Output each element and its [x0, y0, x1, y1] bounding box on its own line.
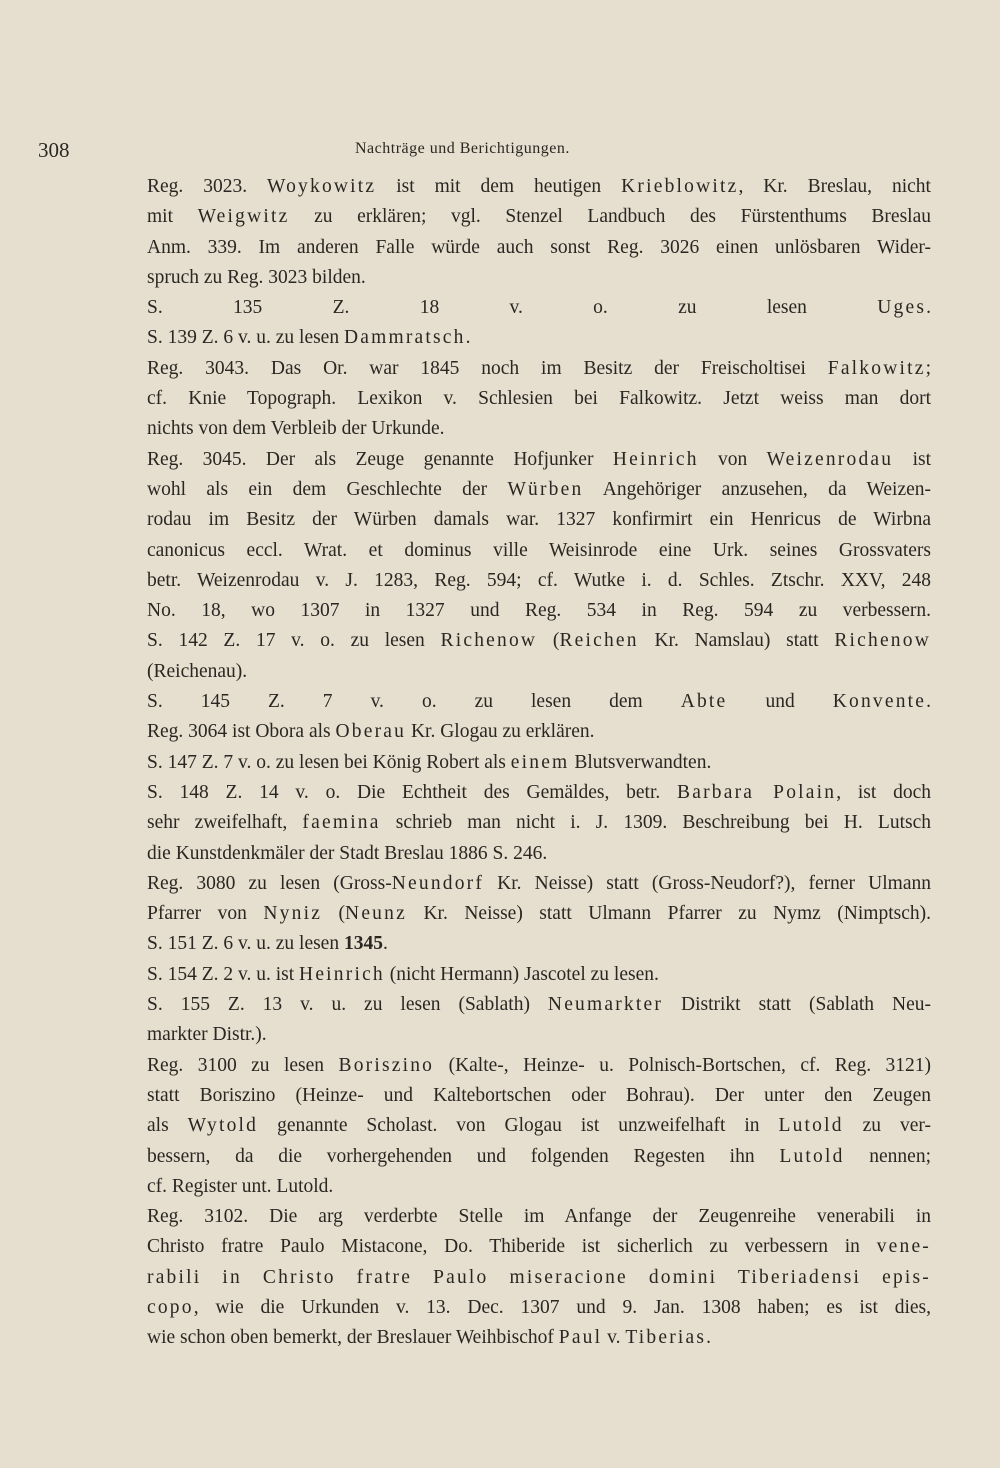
text-run: (Reichenau). [147, 660, 248, 682]
text-run: zu erklären; vgl. Stenzel Landbuch des Fürstenthums Breslau [289, 206, 931, 228]
text-run: S. 139 Z. 6 v. u. zu lesen [147, 327, 344, 349]
text-run: genannte Scholast. von Glogau ist unzweifelhaft in [258, 1115, 779, 1137]
text-run: Reg. 3043. Das Or. war 1845 noch im Besitz der Freischoltisei [147, 357, 828, 379]
text-line [147, 626, 931, 656]
text-run: , wie die Urkunden v. 13. Dec. 1307 und 9. Jan. 1308 haben; es ist dies, [193, 1296, 931, 1318]
text-run: Anm. 339. Im anderen Falle würde auch sonst Reg. 3026 einen unlösbaren Wider- [147, 236, 931, 258]
spaced-name: Lutold [778, 1115, 844, 1137]
text-run: , Kr. Breslau, nicht [738, 176, 931, 197]
text-run: sehr zweifelhaft, [147, 812, 303, 834]
text-run: S. 135 Z. 18 v. o. zu lesen [147, 297, 878, 319]
spaced-name: Paul [558, 1327, 603, 1349]
text-line [147, 172, 931, 202]
text-run: , ist doch [836, 781, 931, 803]
text-line [147, 536, 931, 566]
spaced-name: Dammratsch [343, 327, 466, 349]
text-run: Kr. Neisse) statt (Gross-Neudorf?), ferner Ulmann [484, 872, 931, 894]
spaced-name: Boriszino [338, 1054, 435, 1076]
spaced-name: faemina [302, 812, 381, 834]
text-run: Pfarrer von [147, 903, 264, 925]
spaced-name: Woykowitz [267, 176, 377, 197]
spaced-name: Neunz [345, 903, 407, 925]
text-run: ; [925, 357, 931, 379]
text-run: ( [537, 630, 560, 652]
spaced-name: Richenow [440, 630, 538, 652]
text-run: statt Boriszino (Heinze- und Kaltebortschen oder Bohrau). Der unter den Zeugen [147, 1084, 931, 1106]
text-run: rodau im Besitz der Würben damals war. 1327 konfirmirt ein Henricus de Wirbna [147, 509, 931, 531]
text-line [147, 1232, 931, 1262]
text-line [147, 1202, 931, 1232]
spaced-name: Neundorf [391, 872, 485, 894]
text-line [147, 263, 931, 293]
text-run: Angehöriger anzusehen, da Weizen- [583, 478, 931, 500]
text-run: betr. Weizenrodau v. J. 1283, Reg. 594; cf. Wutke i. d. Schles. Ztschr. XXV, 248 [147, 569, 931, 591]
text-run: No. 18, wo 1307 in 1327 und Reg. 534 in Reg. 594 zu verbessern. [147, 600, 931, 622]
text-run: canonicus eccl. Wrat. et dominus ville Weisinrode eine Urk. seines Grossvaters [147, 539, 931, 561]
spaced-name: Konvente [832, 691, 927, 713]
text-run: Reg. 3102. Die arg verderbte Stelle im Anfange der Zeugenreihe venerabili in [147, 1206, 931, 1228]
text-line [147, 778, 931, 808]
text-run: nichts von dem Verbleib der Urkunde. [147, 418, 445, 440]
text-run: . [926, 297, 931, 319]
text-run: Reg. 3045. Der als Zeuge genannte Hofjunker [147, 448, 613, 470]
text-run: S. 148 Z. 14 v. o. Die Echtheit des Gemäldes, betr. [147, 781, 678, 803]
text-line [147, 960, 931, 990]
text-run: . [382, 933, 388, 955]
text-line [147, 929, 931, 959]
text-run: zu ver- [843, 1115, 931, 1137]
spaced-name: copo [147, 1296, 194, 1318]
text-line [147, 1081, 931, 1111]
text-run: bessern, da die vorhergehenden und folgenden Regesten ihn [147, 1145, 780, 1167]
spaced-name: Weizenrodau [766, 448, 894, 470]
text-line [147, 233, 931, 263]
text-run: (Kalte-, Heinze- u. Polnisch-Bortschen, cf. Reg. 3121) [434, 1054, 932, 1076]
text-run: wie schon oben bemerkt, der Breslauer Weihbischof [147, 1327, 559, 1349]
text-run: Christo fratre Paulo Mistacone, Do. Thiberide ist sicherlich zu verbessern in [147, 1236, 877, 1258]
text-run: Kr. Neisse) statt Ulmann Pfarrer zu Nymz (Nimptsch). [406, 903, 931, 925]
text-line [147, 596, 931, 626]
spaced-name: Abte [680, 691, 728, 713]
text-run: nennen; [844, 1145, 931, 1167]
text-run: von [698, 448, 767, 470]
text-run: . [465, 327, 471, 349]
text-run: ist [893, 448, 931, 470]
main-text [147, 172, 931, 1354]
text-line [147, 1293, 931, 1323]
text-run: S. 145 Z. 7 v. o. zu lesen dem [147, 691, 681, 713]
text-line [147, 1323, 931, 1353]
text-run: S. 151 Z. 6 v. u. zu lesen [147, 933, 344, 955]
text-run: ( [322, 903, 346, 925]
text-line [147, 1172, 931, 1202]
spaced-name: Krieblowitz [621, 176, 739, 197]
spaced-name: Neumarkter [547, 994, 664, 1016]
text-run: cf. Knie Topograph. Lexikon v. Schlesien bei Falkowitz. Jetzt weiss man dort [147, 388, 931, 410]
text-run: . [926, 691, 932, 713]
text-run: Distrikt statt (Sablath Neu- [663, 994, 931, 1016]
text-run: markter Distr.). [147, 1024, 267, 1046]
spaced-name: Heinrich [612, 448, 699, 470]
text-run: schrieb man nicht i. J. 1309. Beschreibung bei H. Lutsch [380, 812, 931, 834]
text-run: cf. Register unt. Lutold. [147, 1175, 334, 1197]
text-run: und [727, 691, 833, 713]
text-line [147, 748, 931, 778]
spaced-name: vene- [876, 1236, 931, 1258]
text-line [147, 293, 931, 323]
text-run: (nicht Hermann) Jascotel zu lesen. [384, 963, 659, 985]
spaced-name: Barbara Polain [677, 781, 837, 803]
spaced-name: Würben [507, 478, 584, 500]
spaced-name: Wytold [187, 1115, 259, 1137]
page-number: 308 [38, 138, 70, 162]
text-run: Kr. Namslau) statt [638, 630, 835, 652]
spaced-name: Heinrich [299, 963, 385, 985]
text-line [147, 899, 931, 929]
text-line [147, 687, 931, 717]
bold-run: 1345 [343, 933, 383, 955]
text-run: S. 147 Z. 7 v. o. zu lesen bei König Robert als [147, 751, 511, 773]
text-run: spruch zu Reg. 3023 bilden. [147, 266, 366, 288]
text-line [147, 717, 931, 747]
text-line [147, 657, 931, 687]
text-run: wohl als ein dem Geschlechte der [147, 478, 508, 500]
spaced-name: Uges [877, 297, 927, 319]
spaced-name: Lutold [779, 1145, 845, 1167]
text-line [147, 1051, 931, 1081]
running-head: Nachträge und Berichtigungen. [355, 140, 570, 157]
text-run: Reg. 3080 zu lesen (Gross- [147, 872, 392, 894]
text-line [147, 808, 931, 838]
text-line [147, 990, 931, 1020]
text-run: ist mit dem heutigen [376, 176, 622, 197]
text-line [147, 839, 931, 869]
spaced-name: Tiberias [625, 1327, 707, 1349]
text-run: mit [147, 206, 198, 228]
spaced-name: Oberau [335, 721, 407, 743]
spaced-name: Falkowitz [827, 357, 926, 379]
text-run: Reg. 3100 zu lesen [147, 1054, 339, 1076]
text-run: . [706, 1327, 712, 1349]
text-line [147, 414, 931, 444]
text-line [147, 384, 931, 414]
text-run: die Kunstdenkmäler der Stadt Breslau 1886 S. 246. [147, 842, 548, 864]
text-line [147, 445, 931, 475]
spaced-name: Weigwitz [197, 206, 290, 228]
text-line [147, 1020, 931, 1050]
text-line [147, 1111, 931, 1141]
text-line [147, 354, 931, 384]
text-line [147, 1263, 931, 1293]
spaced-name: rabili in Christo fratre Paulo miseracione domini Tiberiadensi epis- [147, 1266, 931, 1288]
text-line [147, 475, 931, 505]
text-line [147, 323, 931, 353]
text-line [147, 505, 931, 535]
text-line [147, 202, 931, 232]
text-run: v. [602, 1327, 626, 1349]
spaced-name: Reichen [559, 630, 639, 652]
text-run: als [147, 1115, 188, 1137]
text-run: Reg. 3023. [147, 176, 268, 197]
spaced-name: Richenow [834, 630, 931, 652]
text-run: Blutsverwandten. [569, 751, 712, 773]
spaced-name: Nyniz [263, 903, 323, 925]
spaced-name: einem [510, 751, 570, 773]
text-run: S. 154 Z. 2 v. u. ist [147, 963, 300, 985]
text-run: S. 142 Z. 17 v. o. zu lesen [147, 630, 441, 652]
text-line [147, 869, 931, 899]
text-run: S. 155 Z. 13 v. u. zu lesen (Sablath) [147, 994, 548, 1016]
text-run: Kr. Glogau zu erklären. [406, 721, 595, 743]
text-line [147, 566, 931, 596]
text-run: Reg. 3064 ist Obora als [147, 721, 336, 743]
text-line [147, 1142, 931, 1172]
